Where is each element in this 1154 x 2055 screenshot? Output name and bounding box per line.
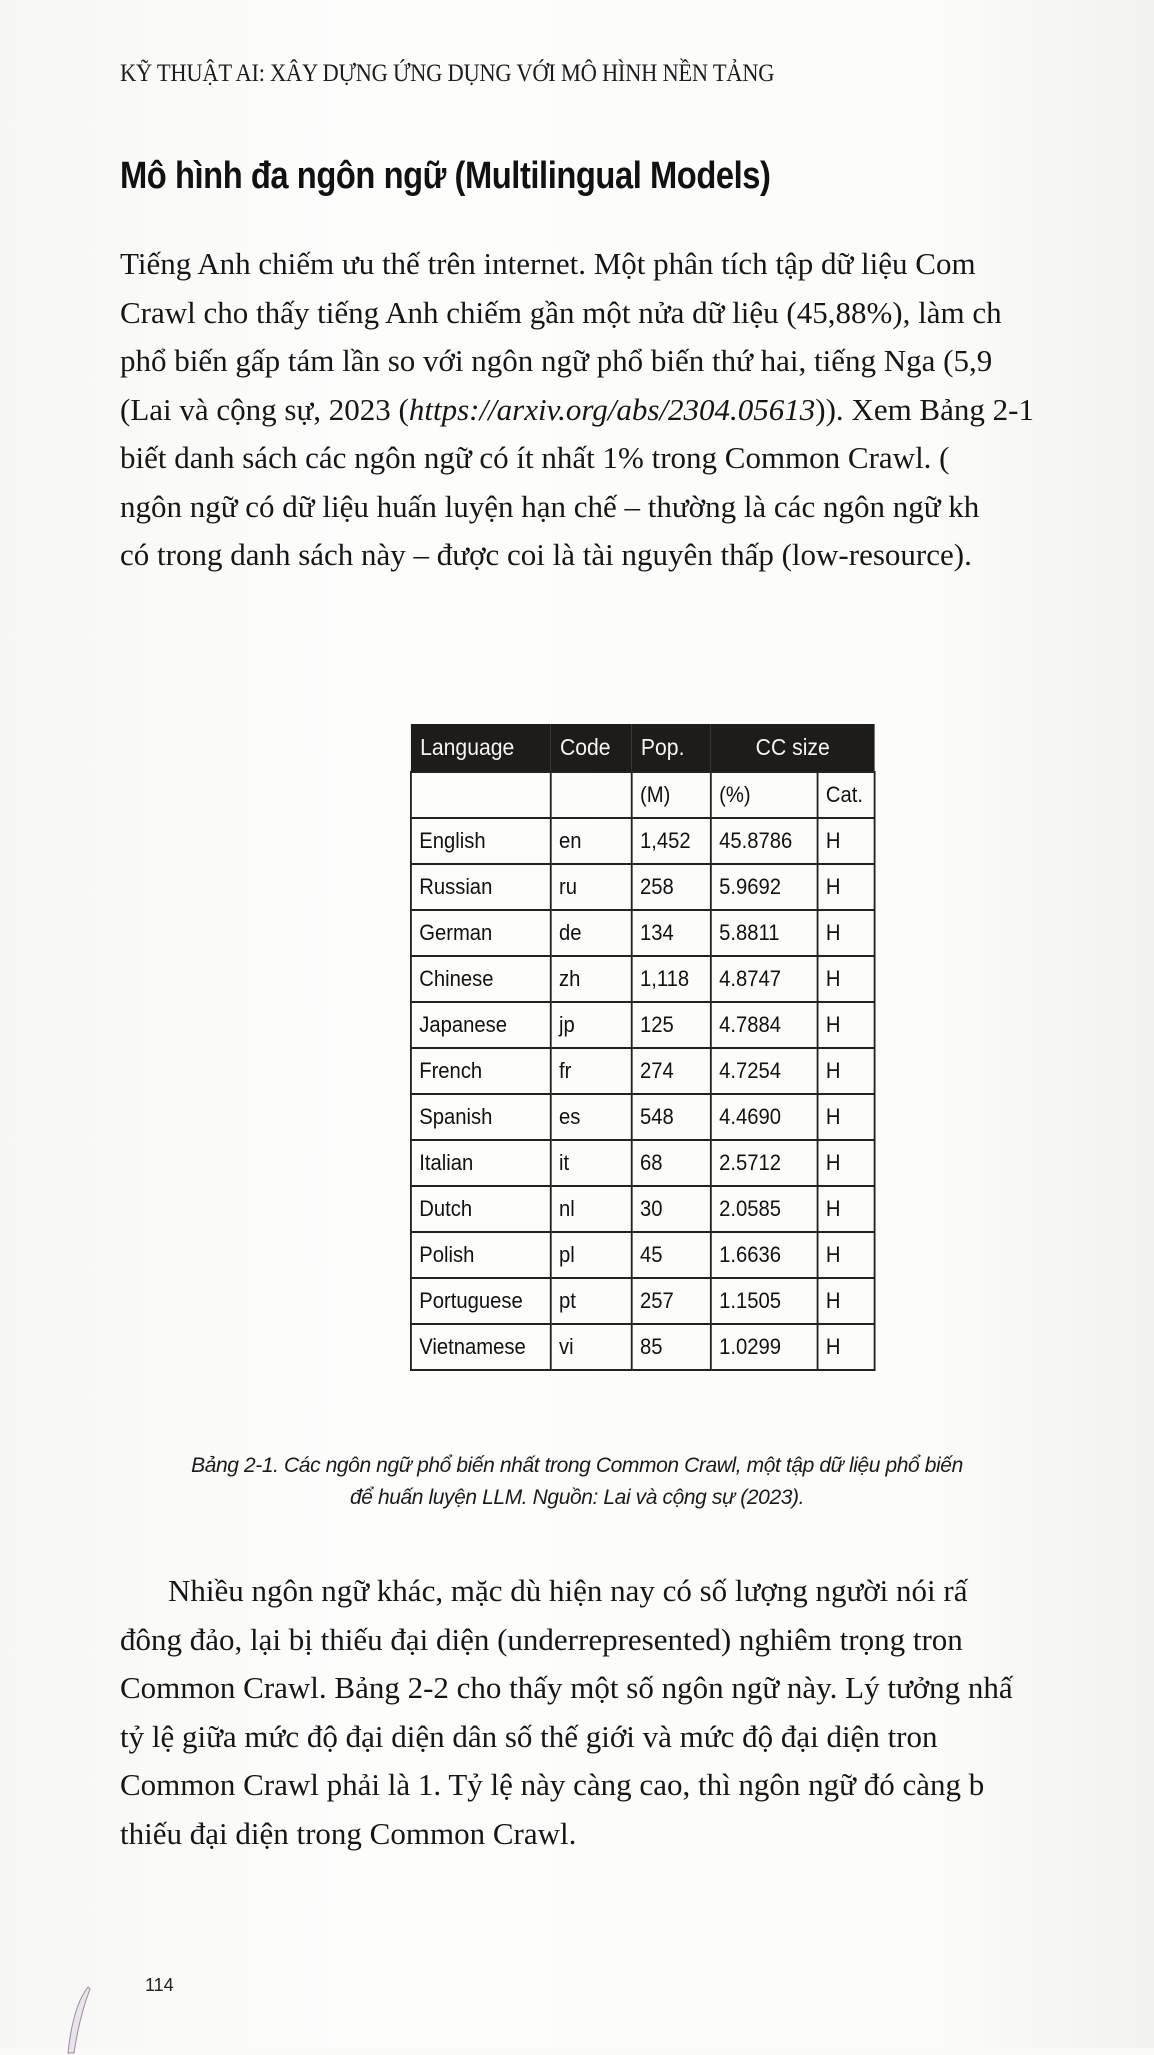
paragraph-line: Crawl cho thấy tiếng Anh chiếm gần một nửa dữ liệu (45,88%), làm ch <box>120 294 1002 330</box>
cell-language: Vietnamese <box>411 1324 551 1370</box>
cell-cc-percent: 5.8811 <box>711 910 818 956</box>
caption-line: để huấn luyện LLM. Nguồn: Lai và cộng sự (2023). <box>349 1486 805 1509</box>
cell-language: Italian <box>411 1140 551 1186</box>
cell-language: Polish <box>411 1232 551 1278</box>
cell-population: 68 <box>632 1140 711 1186</box>
cell-population: 548 <box>632 1094 711 1140</box>
cell-code: jp <box>551 1002 632 1048</box>
table-row <box>411 864 875 910</box>
cell-code: ru <box>551 864 632 910</box>
cell-population: 125 <box>632 1002 711 1048</box>
paragraph-line: Common Crawl phải là 1. Tỷ lệ này càng cao, thì ngôn ngữ đó càng b <box>120 1767 985 1802</box>
cell-category: H <box>818 956 875 1002</box>
cell-category: H <box>818 1324 875 1370</box>
cell-population: 30 <box>632 1186 711 1232</box>
paragraph-line: phổ biến gấp tám lần so với ngôn ngữ phổ biến thứ hai, tiếng Nga (5,9 <box>120 343 993 378</box>
citation-prefix: (Lai và cộng sự, 2023 ( <box>120 391 409 427</box>
paragraph-line: Tiếng Anh chiếm ưu thế trên internet. Một phân tích tập dữ liệu Com <box>120 246 976 281</box>
paragraph-intro <box>120 240 1154 580</box>
cell-population: 85 <box>632 1324 711 1370</box>
subheader-pop-unit: (M) <box>632 772 711 818</box>
cell-code: vi <box>551 1324 632 1370</box>
paragraph-line: tỷ lệ giữa mức độ đại diện dân số thế giới và mức độ đại diện tron <box>120 1718 938 1754</box>
feather-quill-icon <box>58 1985 98 2055</box>
cell-population: 134 <box>632 910 711 956</box>
cell-language: English <box>411 818 551 864</box>
cell-language: German <box>411 910 551 956</box>
table-row <box>411 910 875 956</box>
cell-category: H <box>818 864 875 910</box>
cell-code: pt <box>551 1278 632 1324</box>
cell-cc-percent: 1.1505 <box>711 1278 818 1324</box>
cell-language: French <box>411 1048 551 1094</box>
paragraph-underrepresented <box>120 1567 1154 1858</box>
cell-population: 1,118 <box>632 956 711 1002</box>
cell-language: Portuguese <box>411 1278 551 1324</box>
subheader-language <box>411 772 551 818</box>
cell-cc-percent: 45.8786 <box>711 818 818 864</box>
paragraph-line: có trong danh sách này – được coi là tài nguyên thấp (low-resource). <box>120 537 972 572</box>
header-cc-size: CC size <box>711 724 875 772</box>
cell-language: Russian <box>411 864 551 910</box>
cell-category: H <box>818 1278 875 1324</box>
cell-language: Chinese <box>411 956 551 1002</box>
subheader-cat: Cat. <box>818 772 875 818</box>
table-row <box>411 956 875 1002</box>
cell-category: H <box>818 1048 875 1094</box>
caption-line: Bảng 2-1. Các ngôn ngữ phổ biến nhất trong Common Crawl, một tập dữ liệu phổ biến <box>191 1454 963 1477</box>
cell-code: en <box>551 818 632 864</box>
cell-population: 1,452 <box>632 818 711 864</box>
cell-category: H <box>818 1140 875 1186</box>
cell-language: Dutch <box>411 1186 551 1232</box>
paragraph-line: biết danh sách các ngôn ngữ có ít nhất 1% trong Common Crawl. ( <box>120 440 950 475</box>
cell-cc-percent: 4.8747 <box>711 956 818 1002</box>
table-row <box>411 1094 875 1140</box>
arxiv-link[interactable]: https://arxiv.org/abs/2304.05613 <box>408 391 816 427</box>
cell-code: pl <box>551 1232 632 1278</box>
subheader-cc-unit: (%) <box>711 772 818 818</box>
header-pop: Pop. <box>632 724 711 772</box>
paragraph-line: thiếu đại diện trong Common Crawl. <box>120 1815 577 1851</box>
table-row <box>411 1278 875 1324</box>
table-row <box>411 1324 875 1370</box>
page-number: 114 <box>145 1975 174 1995</box>
cell-code: de <box>551 910 632 956</box>
cell-population: 274 <box>632 1048 711 1094</box>
cell-cc-percent: 4.7884 <box>711 1002 818 1048</box>
paragraph-line: ngôn ngữ có dữ liệu huấn luyện hạn chế – thường là các ngôn ngữ kh <box>120 488 980 524</box>
cell-category: H <box>818 1094 875 1140</box>
citation-suffix: )). Xem Bảng 2-1 <box>815 391 1034 427</box>
paragraph-line: Common Crawl. Bảng 2-2 cho thấy một số ngôn ngữ này. Lý tưởng nhấ <box>120 1670 1013 1705</box>
cell-population: 45 <box>632 1232 711 1278</box>
cell-code: fr <box>551 1048 632 1094</box>
subheader-code <box>551 772 632 818</box>
cell-code: it <box>551 1140 632 1186</box>
running-head: KỸ THUẬT AI: XÂY DỰNG ỨNG DỤNG VỚI MÔ HÌNH NỀN TẢNG <box>120 60 775 87</box>
table-row <box>411 1140 875 1186</box>
cell-category: H <box>818 818 875 864</box>
paragraph-line: đông đảo, lại bị thiếu đại diện (underrepresented) nghiêm trọng tron <box>120 1621 963 1657</box>
paragraph-line-citation <box>120 386 1154 435</box>
cell-category: H <box>818 1186 875 1232</box>
cell-language: Spanish <box>411 1094 551 1140</box>
header-language: Language <box>411 724 551 772</box>
cell-population: 258 <box>632 864 711 910</box>
table-caption <box>0 1450 1154 1514</box>
table-row <box>411 1232 875 1278</box>
language-table <box>410 724 876 1371</box>
cell-category: H <box>818 910 875 956</box>
cell-cc-percent: 4.4690 <box>711 1094 818 1140</box>
table-header-row <box>411 724 875 772</box>
cell-cc-percent: 5.9692 <box>711 864 818 910</box>
cell-cc-percent: 4.7254 <box>711 1048 818 1094</box>
paragraph-line: Nhiều ngôn ngữ khác, mặc dù hiện nay có số lượng người nói rấ <box>168 1573 968 1608</box>
section-title: Mô hình đa ngôn ngữ (Multilingual Models) <box>120 155 771 197</box>
cell-category: H <box>818 1232 875 1278</box>
cell-language: Japanese <box>411 1002 551 1048</box>
table-body <box>411 772 875 1370</box>
table-row <box>411 1002 875 1048</box>
table-row <box>411 1186 875 1232</box>
cell-code: nl <box>551 1186 632 1232</box>
cell-code: zh <box>551 956 632 1002</box>
cell-cc-percent: 1.6636 <box>711 1232 818 1278</box>
cell-population: 257 <box>632 1278 711 1324</box>
table-row <box>411 818 875 864</box>
table-row <box>411 1048 875 1094</box>
cell-cc-percent: 2.5712 <box>711 1140 818 1186</box>
header-code: Code <box>551 724 632 772</box>
table-subheader-row <box>411 772 875 818</box>
cell-category: H <box>818 1002 875 1048</box>
cell-code: es <box>551 1094 632 1140</box>
cell-cc-percent: 2.0585 <box>711 1186 818 1232</box>
cell-cc-percent: 1.0299 <box>711 1324 818 1370</box>
